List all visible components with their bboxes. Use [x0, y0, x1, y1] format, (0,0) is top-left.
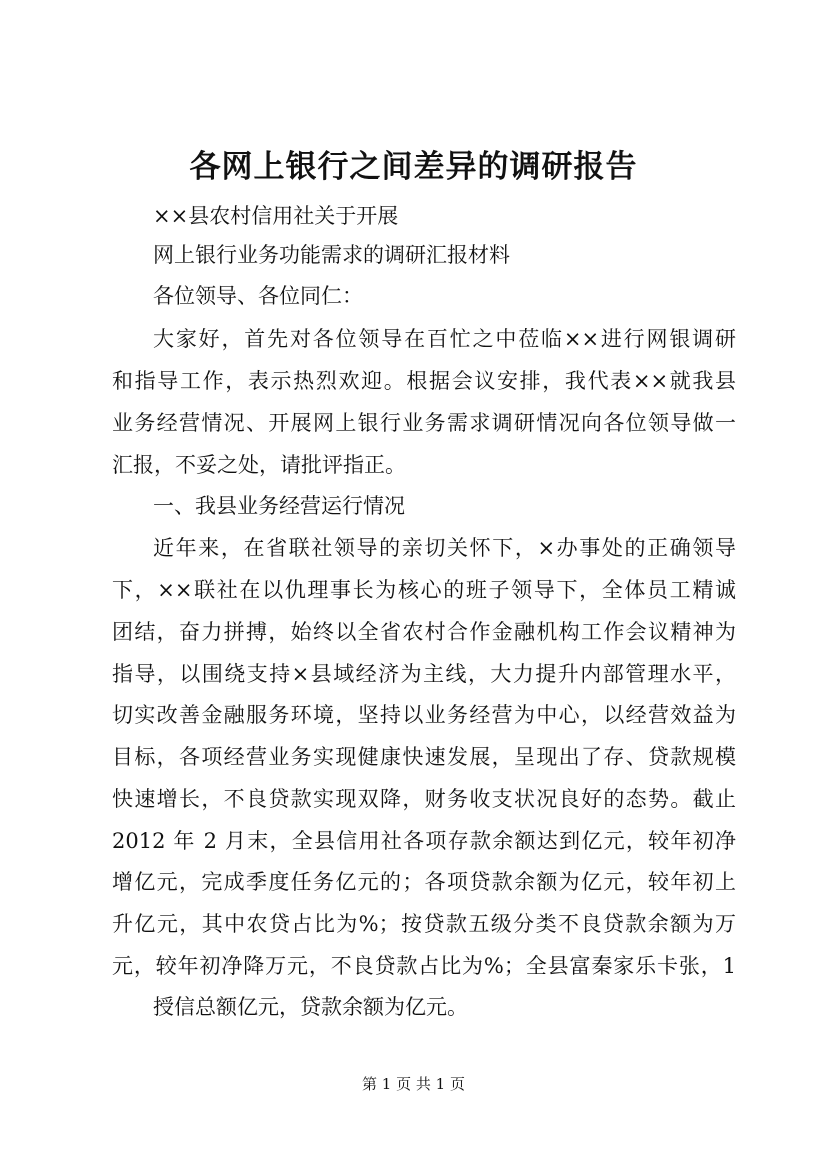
paragraph-line: 切实改善金融服务环境，坚持以业务经营为中心，以经营效益为 — [112, 703, 736, 727]
paragraph-line: 元，较年初净降万元，不良贷款占比为%；全县富秦家乐卡张，1 — [112, 954, 736, 978]
paragraph-line: 升亿元，其中农贷占比为%；按贷款五级分类不良贷款余额为万 — [112, 912, 736, 936]
paragraph-line: 增亿元，完成季度任务亿元的；各项贷款余额为亿元，较年初上 — [112, 870, 736, 894]
paragraph-line: 团结，奋力拼搏，始终以全省农村合作金融机构工作会议精神为 — [112, 620, 736, 644]
salutation: 各位领导、各位同仁： — [153, 284, 363, 308]
paragraph-line: 授信总额亿元，贷款余额为亿元。 — [153, 995, 468, 1019]
paragraph-line: 业务经营情况、开展网上银行业务需求调研情况向各位领导做一 — [112, 411, 736, 435]
paragraph-line: 下，××联社在以仇理事长为核心的班子领导下，全体员工精诚 — [112, 578, 736, 602]
paragraph-line: 指导，以围绕支持×县域经济为主线，大力提升内部管理水平， — [112, 662, 736, 686]
paragraph-line: 大家好，首先对各位领导在百忙之中莅临××进行网银调研 — [153, 327, 736, 351]
document-title: 各网上银行之间差异的调研报告 — [189, 149, 638, 185]
paragraph-line: 2012 年 2 月末，全县信用社各项存款余额达到亿元，较年初净 — [112, 829, 736, 853]
paragraph-line: 目标，各项经营业务实现健康快速发展，呈现出了存、贷款规模 — [112, 745, 736, 769]
page-footer: 第 1 页 共 1 页 — [362, 1075, 465, 1093]
section-heading: 一、我县业务经营运行情况 — [153, 494, 405, 518]
paragraph-line: 快速增长，不良贷款实现双降，财务收支状况良好的态势。截止 — [112, 787, 736, 811]
paragraph-line: 汇报，不妥之处，请批评指正。 — [112, 453, 406, 477]
subtitle-line-1: ××县农村信用社关于开展 — [153, 204, 399, 228]
paragraph-line: 和指导工作，表示热烈欢迎。根据会议安排，我代表××就我县 — [112, 369, 736, 393]
paragraph-line: 近年来，在省联社领导的亲切关怀下，×办事处的正确领导 — [153, 536, 736, 560]
subtitle-line-2: 网上银行业务功能需求的调研汇报材料 — [153, 243, 510, 267]
